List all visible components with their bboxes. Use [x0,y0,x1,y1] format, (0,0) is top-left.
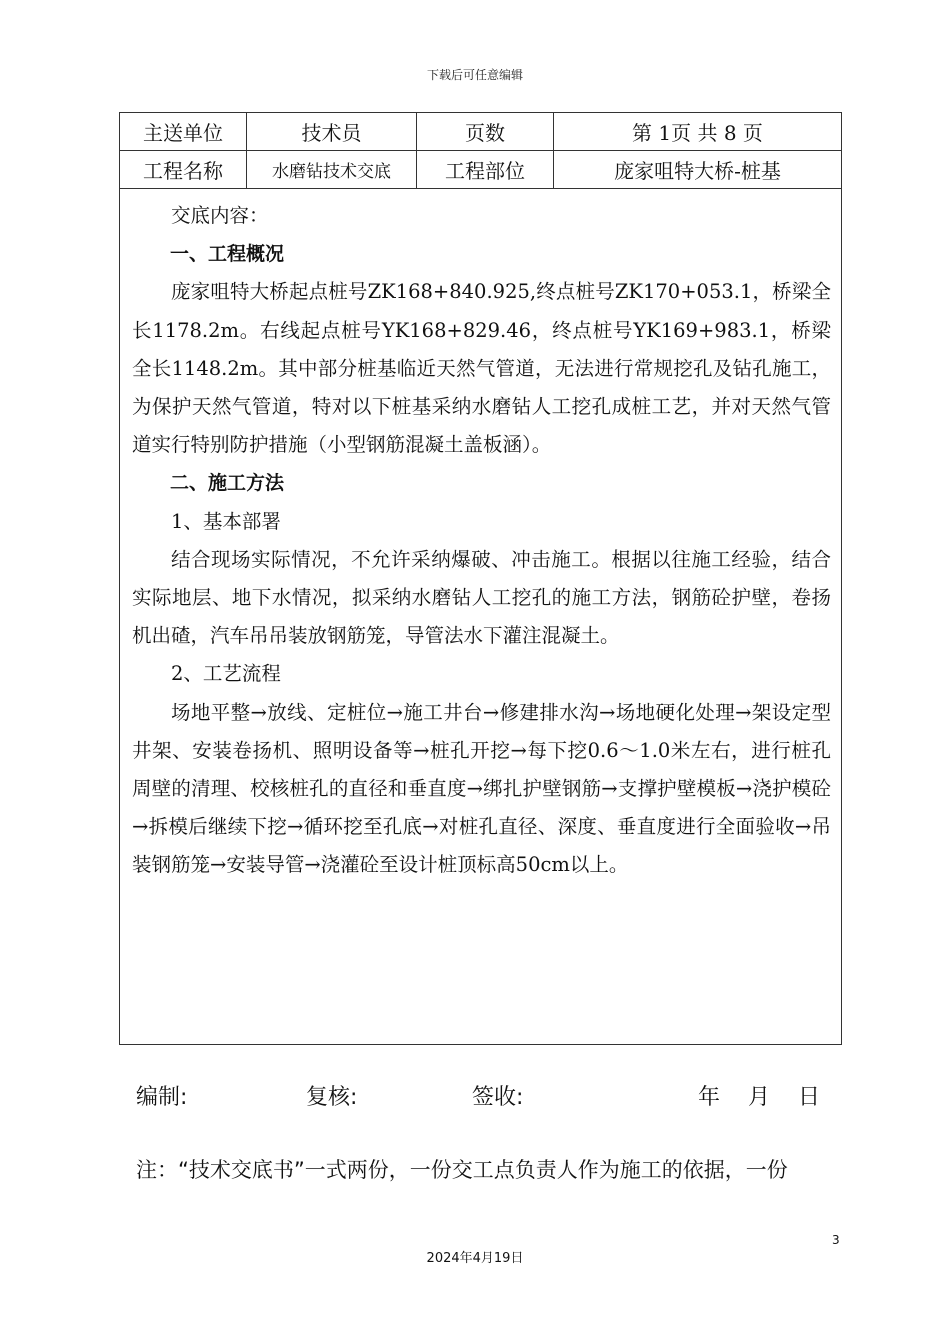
subsection-2-title: 2、工艺流程 [171,662,281,686]
page-header: 下载后可任意编辑 [426,68,523,82]
subsection-1-title: 1、基本部署 [171,509,281,533]
recipient-value: 技术员 [247,113,417,151]
content-intro: 交底内容： [171,204,269,227]
page-footer-date: 2024年4月19日 [426,1251,524,1266]
project-name-value: 水磨钻技术交底 [247,151,417,189]
project-name-label: 工程名称 [120,151,247,189]
disclosure-content [120,189,842,1045]
form-row-content [120,189,842,1045]
received-by-label: 签收: [472,1085,524,1110]
project-part-value: 庞家咀特大桥-桩基 [554,151,842,189]
date-label: 年 月 日 [698,1085,820,1110]
page-number: 3 [832,1233,840,1247]
reviewed-by-label: 复核: [306,1085,358,1110]
form-row-project [120,151,842,189]
prepared-by-label: 编制: [136,1085,188,1110]
subsection-2-body: 场地平整→放线、定桩位→施工井台→修建排水沟→场地硬化处理→架设定型井架、安装卷扬机、照明设备等→桩孔开挖→每下挖0.6～1.0米左右，进行桩孔周壁的清理、校核桩孔的直径和垂直度→绑扎护壁钢筋→支撑护壁模板→浇护模砼→拆模后继续下挖→循环挖至孔底→对桩孔直径、深度、垂直度进行全面验收→吊装钢筋笼→安装导管→浇灌砼至设计桩顶标高50cm以上。 [132,700,831,877]
project-part-label: 工程部位 [417,151,554,189]
pages-label: 页数 [417,113,554,151]
signature-row [0,1080,950,1114]
form-row-recipient [120,113,842,151]
section-1-title: 一、工程概况 [170,243,285,266]
pages-value: 第 1页 共 8 页 [554,113,842,151]
subsection-1-body: 结合现场实际情况，不允许采纳爆破、冲击施工。根据以往施工经验，结合实际地层、地下水情况，拟采纳水磨钻人工挖孔的施工方法，钢筋砼护壁，卷扬机出碴，汽车吊吊装放钢筋笼，导管法水下灌注混凝土。 [132,547,831,648]
section-2-title: 二、施工方法 [170,472,285,495]
section-1-body: 庞家咀特大桥起点桩号ZK168+840.925,终点桩号ZK170+053.1，桥梁全长1178.2m。右线起点桩号YK168+829.46，终点桩号YK169+983.1，桥梁全长1148.2m。其中部分桩基临近天然气管道，无法进行常规挖孔及钻孔施工，为保护天然气管道，特对以下桩基采纳水磨钻人工挖孔成桩工艺，并对天然气管道实行特别防护措施（小型钢筋混凝土盖板涵）。 [132,280,831,457]
disclosure-form-table [119,112,842,1045]
recipient-label: 主送单位 [120,113,247,151]
note-text: 注：“技术交底书”一式两份，一份交工点负责人作为施工的依据，一份 [136,1158,788,1182]
